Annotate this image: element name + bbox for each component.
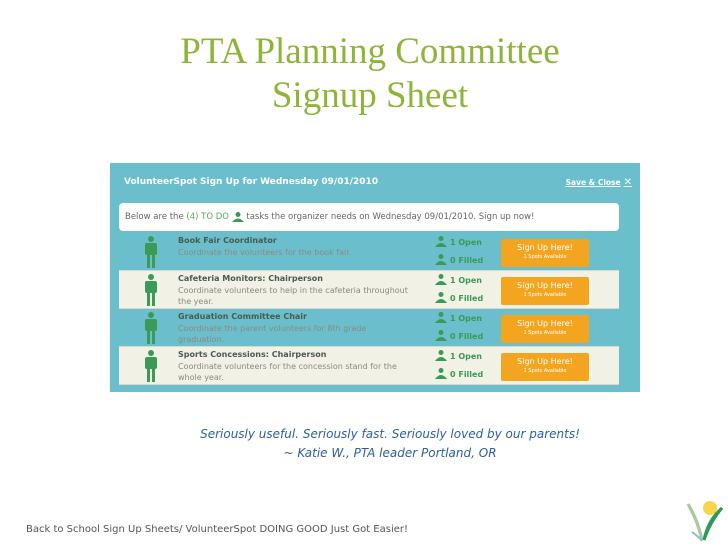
open-label: 1 Open	[450, 314, 482, 323]
volunteer-figure-icon	[143, 236, 159, 268]
todo-count: (4) TO DO	[186, 212, 229, 222]
task-name: Sports Concessions: Chairperson	[178, 350, 327, 359]
slide-title	[100, 30, 640, 118]
volunteer-figure-icon	[143, 274, 159, 306]
filled-count	[435, 368, 483, 381]
task-description: Coordinate the volunteers for the book fair.	[178, 248, 352, 257]
person-icon	[435, 330, 447, 343]
signup-panel	[110, 163, 640, 392]
sign-up-button[interactable]	[501, 239, 589, 267]
task-name: Cafeteria Monitors: Chairperson	[178, 274, 323, 283]
open-count	[435, 274, 482, 287]
sign-up-label: Sign Up Here!	[517, 319, 573, 328]
open-label: 1 Open	[450, 352, 482, 361]
open-count	[435, 350, 482, 363]
person-icon	[435, 292, 447, 305]
open-count	[435, 236, 482, 249]
filled-label: 0 Filled	[450, 294, 484, 303]
open-label: 1 Open	[450, 276, 482, 285]
save-close-label: Save & Close	[565, 178, 621, 187]
filled-count	[435, 292, 483, 305]
close-icon: ✕	[623, 177, 632, 188]
task-description: Coordinate volunteers for the concession stand for the whole year.	[178, 362, 397, 382]
person-icon	[435, 274, 447, 287]
title-line-2: Signup Sheet	[271, 75, 469, 116]
person-icon	[435, 254, 447, 267]
task-description: Coordinate volunteers to help in the cafeteria throughout the year.	[178, 286, 408, 306]
task-row	[119, 347, 619, 385]
task-row	[119, 309, 619, 347]
filled-count	[435, 254, 483, 267]
intro-post: tasks the organizer needs on Wednesday 09/01/2010. Sign up now!	[246, 212, 535, 222]
spots-available: 1 Spots Available	[523, 292, 567, 298]
footer-text: Back to School Sign Up Sheets/ VolunteerSpot DOING GOOD Just Got Easier!	[26, 524, 409, 535]
person-icon	[435, 368, 447, 381]
task-row	[119, 271, 619, 309]
volunteer-figure-icon	[143, 350, 159, 382]
person-icon	[435, 312, 447, 325]
filled-label: 0 Filled	[450, 370, 484, 379]
volunteerspot-logo-icon	[684, 498, 724, 542]
sign-up-button[interactable]	[501, 277, 589, 305]
sign-up-button[interactable]	[501, 315, 589, 343]
task-row	[119, 233, 619, 271]
filled-label: 0 Filled	[450, 332, 484, 341]
title-line-1: PTA Planning Committee	[180, 31, 560, 72]
save-close-button[interactable]	[566, 177, 632, 188]
sign-up-button[interactable]	[501, 353, 589, 381]
task-name: Book Fair Coordinator	[178, 236, 277, 245]
quote-author: ~ Katie W., PTA leader Portland, OR	[283, 446, 497, 460]
task-name: Graduation Committee Chair	[178, 312, 307, 321]
sign-up-label: Sign Up Here!	[517, 281, 573, 290]
intro-text	[119, 203, 619, 231]
spots-available: 1 Spots Available	[523, 330, 567, 336]
open-count	[435, 312, 482, 325]
filled-label: 0 Filled	[450, 256, 484, 265]
testimonial	[100, 425, 680, 463]
filled-count	[435, 330, 483, 343]
person-icon	[435, 236, 447, 249]
panel-header: VolunteerSpot Sign Up for Wednesday 09/01/2010	[124, 177, 379, 187]
intro-pre: Below are the	[125, 212, 184, 222]
volunteer-figure-icon	[143, 312, 159, 344]
sign-up-label: Sign Up Here!	[517, 243, 573, 252]
spots-available: 1 Spots Available	[523, 254, 567, 260]
sign-up-label: Sign Up Here!	[517, 357, 573, 366]
spots-available: 1 Spots Available	[523, 368, 567, 374]
open-label: 1 Open	[450, 238, 482, 247]
person-icon	[232, 212, 244, 222]
person-icon	[435, 350, 447, 363]
task-description: Coordinate the parent volunteers for 8th grade graduation.	[178, 324, 367, 344]
task-list	[119, 233, 619, 385]
quote-text: Seriously useful. Seriously fast. Seriously loved by our parents!	[200, 427, 580, 441]
